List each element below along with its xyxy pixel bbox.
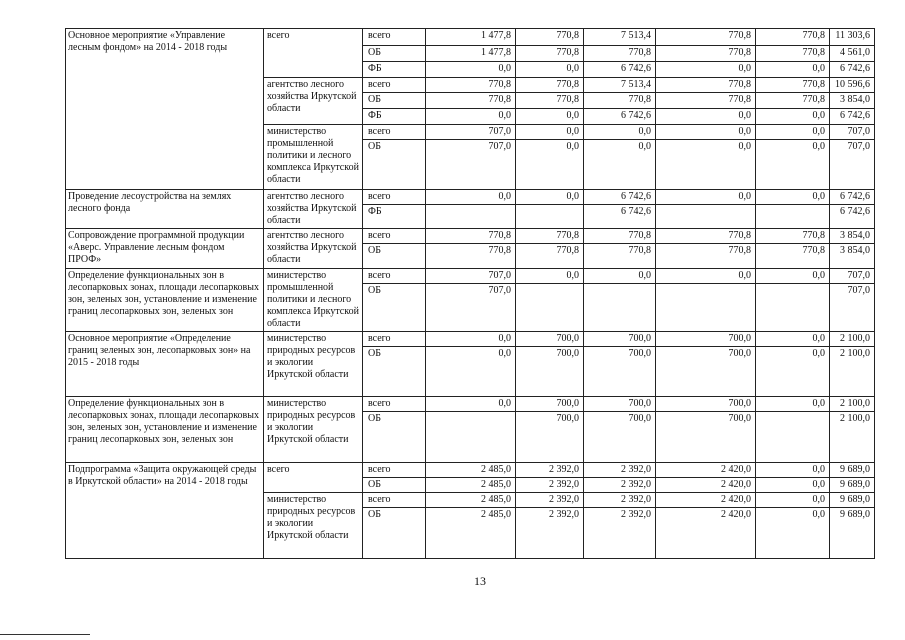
year-value-cell: 700,0 [656,412,756,463]
total-value-cell: 6 742,6 [830,62,875,78]
year-value-cell: 0,0 [516,125,584,140]
year-value-cell: 0,0 [756,347,830,397]
year-value-cell [756,205,830,229]
funding-source-cell: ОБ [363,478,426,493]
year-value-cell: 770,8 [516,46,584,62]
year-value-cell: 707,0 [426,125,516,140]
year-value-cell: 2 392,0 [516,508,584,559]
executor-cell: агентство лесного хозяйства Иркутской области [264,229,363,269]
total-value-cell: 9 689,0 [830,508,875,559]
total-value-cell: 4 561,0 [830,46,875,62]
year-value-cell [584,284,656,332]
year-value-cell: 770,8 [426,244,516,269]
year-value-cell: 0,0 [756,269,830,284]
funding-source-cell: всего [363,78,426,93]
executor-cell: всего [264,29,363,78]
funding-source-cell: всего [363,190,426,205]
year-value-cell: 770,8 [584,244,656,269]
funding-source-cell: ОБ [363,508,426,559]
table-row [66,463,875,478]
measure-name-cell: Проведение лесоустройства на землях лесного фонда [66,190,264,229]
year-value-cell: 7 513,4 [584,29,656,46]
year-value-cell: 700,0 [584,347,656,397]
executor-cell: агентство лесного хозяйства Иркутской области [264,190,363,229]
year-value-cell: 7 513,4 [584,78,656,93]
funding-source-cell: ОБ [363,244,426,269]
year-value-cell: 700,0 [584,397,656,412]
scan-edge-line [0,634,90,635]
year-value-cell: 770,8 [656,229,756,244]
year-value-cell: 0,0 [656,269,756,284]
year-value-cell: 700,0 [516,347,584,397]
year-value-cell: 770,8 [584,93,656,109]
measure-name-cell: Сопровождение программной продукции «Аверс. Управление лесным фондом ПРОФ» [66,229,264,269]
measure-name-cell: Подпрограмма «Защита окружающей среды в Иркутской области» на 2014 - 2018 годы [66,463,264,559]
total-value-cell: 3 854,0 [830,244,875,269]
year-value-cell [516,205,584,229]
year-value-cell: 0,0 [656,109,756,125]
total-value-cell: 2 100,0 [830,397,875,412]
year-value-cell: 0,0 [656,125,756,140]
year-value-cell: 0,0 [426,397,516,412]
funding-source-cell: ОБ [363,284,426,332]
year-value-cell: 2 392,0 [516,493,584,508]
total-value-cell: 6 742,6 [830,190,875,205]
year-value-cell: 770,8 [426,229,516,244]
funding-source-cell: ОБ [363,140,426,190]
year-value-cell: 700,0 [656,397,756,412]
year-value-cell: 0,0 [426,190,516,205]
total-value-cell: 2 100,0 [830,412,875,463]
year-value-cell: 2 392,0 [584,463,656,478]
year-value-cell: 0,0 [516,190,584,205]
year-value-cell: 0,0 [516,269,584,284]
total-value-cell: 3 854,0 [830,93,875,109]
year-value-cell: 0,0 [756,190,830,205]
year-value-cell: 0,0 [756,332,830,347]
total-value-cell: 6 742,6 [830,109,875,125]
measure-name-cell: Определение функциональных зон в лесопарковых зонах, площади лесопарковых зон, зеленых зон, установление и изменение границ лесопарковых зон, зеленых зон [66,397,264,463]
year-value-cell: 0,0 [756,478,830,493]
executor-cell: министерство промышленной политики и лесного комплекса Иркутской области [264,125,363,190]
executor-cell: министерство промышленной политики и лесного комплекса Иркутской области [264,269,363,332]
table-row [66,190,875,205]
year-value-cell: 770,8 [656,46,756,62]
year-value-cell: 1 477,8 [426,46,516,62]
year-value-cell: 2 392,0 [584,508,656,559]
year-value-cell: 700,0 [584,332,656,347]
funding-source-cell: ОБ [363,347,426,397]
year-value-cell: 1 477,8 [426,29,516,46]
total-value-cell: 2 100,0 [830,347,875,397]
funding-source-cell: всего [363,125,426,140]
year-value-cell: 770,8 [756,46,830,62]
total-value-cell: 3 854,0 [830,229,875,244]
year-value-cell: 2 485,0 [426,463,516,478]
total-value-cell: 11 303,6 [830,29,875,46]
year-value-cell: 770,8 [756,29,830,46]
measure-name-cell: Основное мероприятие «Определение границ зеленых зон, лесопарковых зон» на 2015 - 2018 годы [66,332,264,397]
funding-source-cell: всего [363,397,426,412]
total-value-cell: 707,0 [830,140,875,190]
executor-cell: министерство природных ресурсов и экологии Иркутской области [264,332,363,397]
year-value-cell: 770,8 [426,78,516,93]
year-value-cell: 0,0 [584,140,656,190]
funding-source-cell: всего [363,29,426,46]
executor-cell: министерство природных ресурсов и экологии Иркутской области [264,493,363,559]
measure-name-cell: Определение функциональных зон в лесопарковых зонах, площади лесопарковых зон, зеленых зон, установление и изменение границ лесопарковых зон, зеленых зон [66,269,264,332]
year-value-cell: 0,0 [656,62,756,78]
year-value-cell: 6 742,6 [584,205,656,229]
funding-source-cell: всего [363,229,426,244]
funding-source-cell: ФБ [363,62,426,78]
year-value-cell: 6 742,6 [584,190,656,205]
year-value-cell: 770,8 [656,244,756,269]
table-body [66,29,875,559]
year-value-cell: 770,8 [656,78,756,93]
year-value-cell: 700,0 [516,397,584,412]
total-value-cell: 707,0 [830,284,875,332]
year-value-cell [426,205,516,229]
year-value-cell [426,412,516,463]
year-value-cell: 0,0 [516,140,584,190]
year-value-cell: 700,0 [516,412,584,463]
page-number: 13 [474,574,486,588]
year-value-cell [756,284,830,332]
year-value-cell [656,205,756,229]
funding-source-cell: ОБ [363,46,426,62]
year-value-cell [516,284,584,332]
year-value-cell: 2 392,0 [516,478,584,493]
measure-name-cell: Основное мероприятие «Управление лесным фондом» на 2014 - 2018 годы [66,29,264,190]
total-value-cell: 9 689,0 [830,493,875,508]
year-value-cell: 2 392,0 [516,463,584,478]
year-value-cell: 0,0 [656,190,756,205]
year-value-cell: 2 485,0 [426,508,516,559]
total-value-cell: 6 742,6 [830,205,875,229]
year-value-cell: 770,8 [516,78,584,93]
budget-table [65,28,875,559]
funding-source-cell: ОБ [363,412,426,463]
year-value-cell: 2 420,0 [656,493,756,508]
year-value-cell: 770,8 [656,93,756,109]
table-row [66,229,875,244]
funding-source-cell: всего [363,269,426,284]
year-value-cell: 0,0 [426,332,516,347]
year-value-cell: 0,0 [584,125,656,140]
year-value-cell: 700,0 [584,412,656,463]
year-value-cell: 770,8 [756,229,830,244]
year-value-cell: 770,8 [516,29,584,46]
year-value-cell: 770,8 [656,29,756,46]
year-value-cell: 770,8 [756,244,830,269]
year-value-cell: 0,0 [756,125,830,140]
year-value-cell: 700,0 [656,332,756,347]
total-value-cell: 707,0 [830,269,875,284]
year-value-cell: 2 420,0 [656,508,756,559]
year-value-cell: 0,0 [756,140,830,190]
year-value-cell [656,284,756,332]
year-value-cell: 2 485,0 [426,493,516,508]
table-row [66,397,875,412]
year-value-cell: 0,0 [756,62,830,78]
funding-source-cell: всего [363,493,426,508]
total-value-cell: 10 596,6 [830,78,875,93]
year-value-cell: 770,8 [516,244,584,269]
year-value-cell: 707,0 [426,284,516,332]
year-value-cell: 0,0 [756,463,830,478]
table-row [66,332,875,347]
year-value-cell [756,412,830,463]
year-value-cell: 2 392,0 [584,493,656,508]
funding-source-cell: всего [363,332,426,347]
year-value-cell: 0,0 [756,397,830,412]
funding-source-cell: ФБ [363,109,426,125]
year-value-cell: 770,8 [756,78,830,93]
year-value-cell: 6 742,6 [584,109,656,125]
funding-source-cell: ФБ [363,205,426,229]
year-value-cell: 0,0 [516,109,584,125]
year-value-cell: 700,0 [516,332,584,347]
year-value-cell: 0,0 [656,140,756,190]
year-value-cell: 0,0 [426,109,516,125]
year-value-cell: 0,0 [584,269,656,284]
funding-source-cell: ОБ [363,93,426,109]
executor-cell: министерство природных ресурсов и экологии Иркутской области [264,397,363,463]
year-value-cell: 770,8 [516,93,584,109]
year-value-cell: 770,8 [426,93,516,109]
year-value-cell: 0,0 [756,493,830,508]
table-row [66,269,875,284]
total-value-cell: 9 689,0 [830,478,875,493]
year-value-cell: 0,0 [756,109,830,125]
year-value-cell: 770,8 [584,229,656,244]
executor-cell: всего [264,463,363,493]
table-row [66,29,875,46]
total-value-cell: 707,0 [830,125,875,140]
year-value-cell: 770,8 [584,46,656,62]
year-value-cell: 0,0 [426,347,516,397]
year-value-cell: 0,0 [516,62,584,78]
year-value-cell: 700,0 [656,347,756,397]
year-value-cell: 2 420,0 [656,463,756,478]
year-value-cell: 707,0 [426,269,516,284]
year-value-cell: 770,8 [516,229,584,244]
total-value-cell: 9 689,0 [830,463,875,478]
year-value-cell: 770,8 [756,93,830,109]
total-value-cell: 2 100,0 [830,332,875,347]
funding-source-cell: всего [363,463,426,478]
year-value-cell: 2 485,0 [426,478,516,493]
year-value-cell: 2 392,0 [584,478,656,493]
year-value-cell: 0,0 [426,62,516,78]
year-value-cell: 0,0 [756,508,830,559]
executor-cell: агентство лесного хозяйства Иркутской области [264,78,363,125]
year-value-cell: 2 420,0 [656,478,756,493]
year-value-cell: 707,0 [426,140,516,190]
year-value-cell: 6 742,6 [584,62,656,78]
